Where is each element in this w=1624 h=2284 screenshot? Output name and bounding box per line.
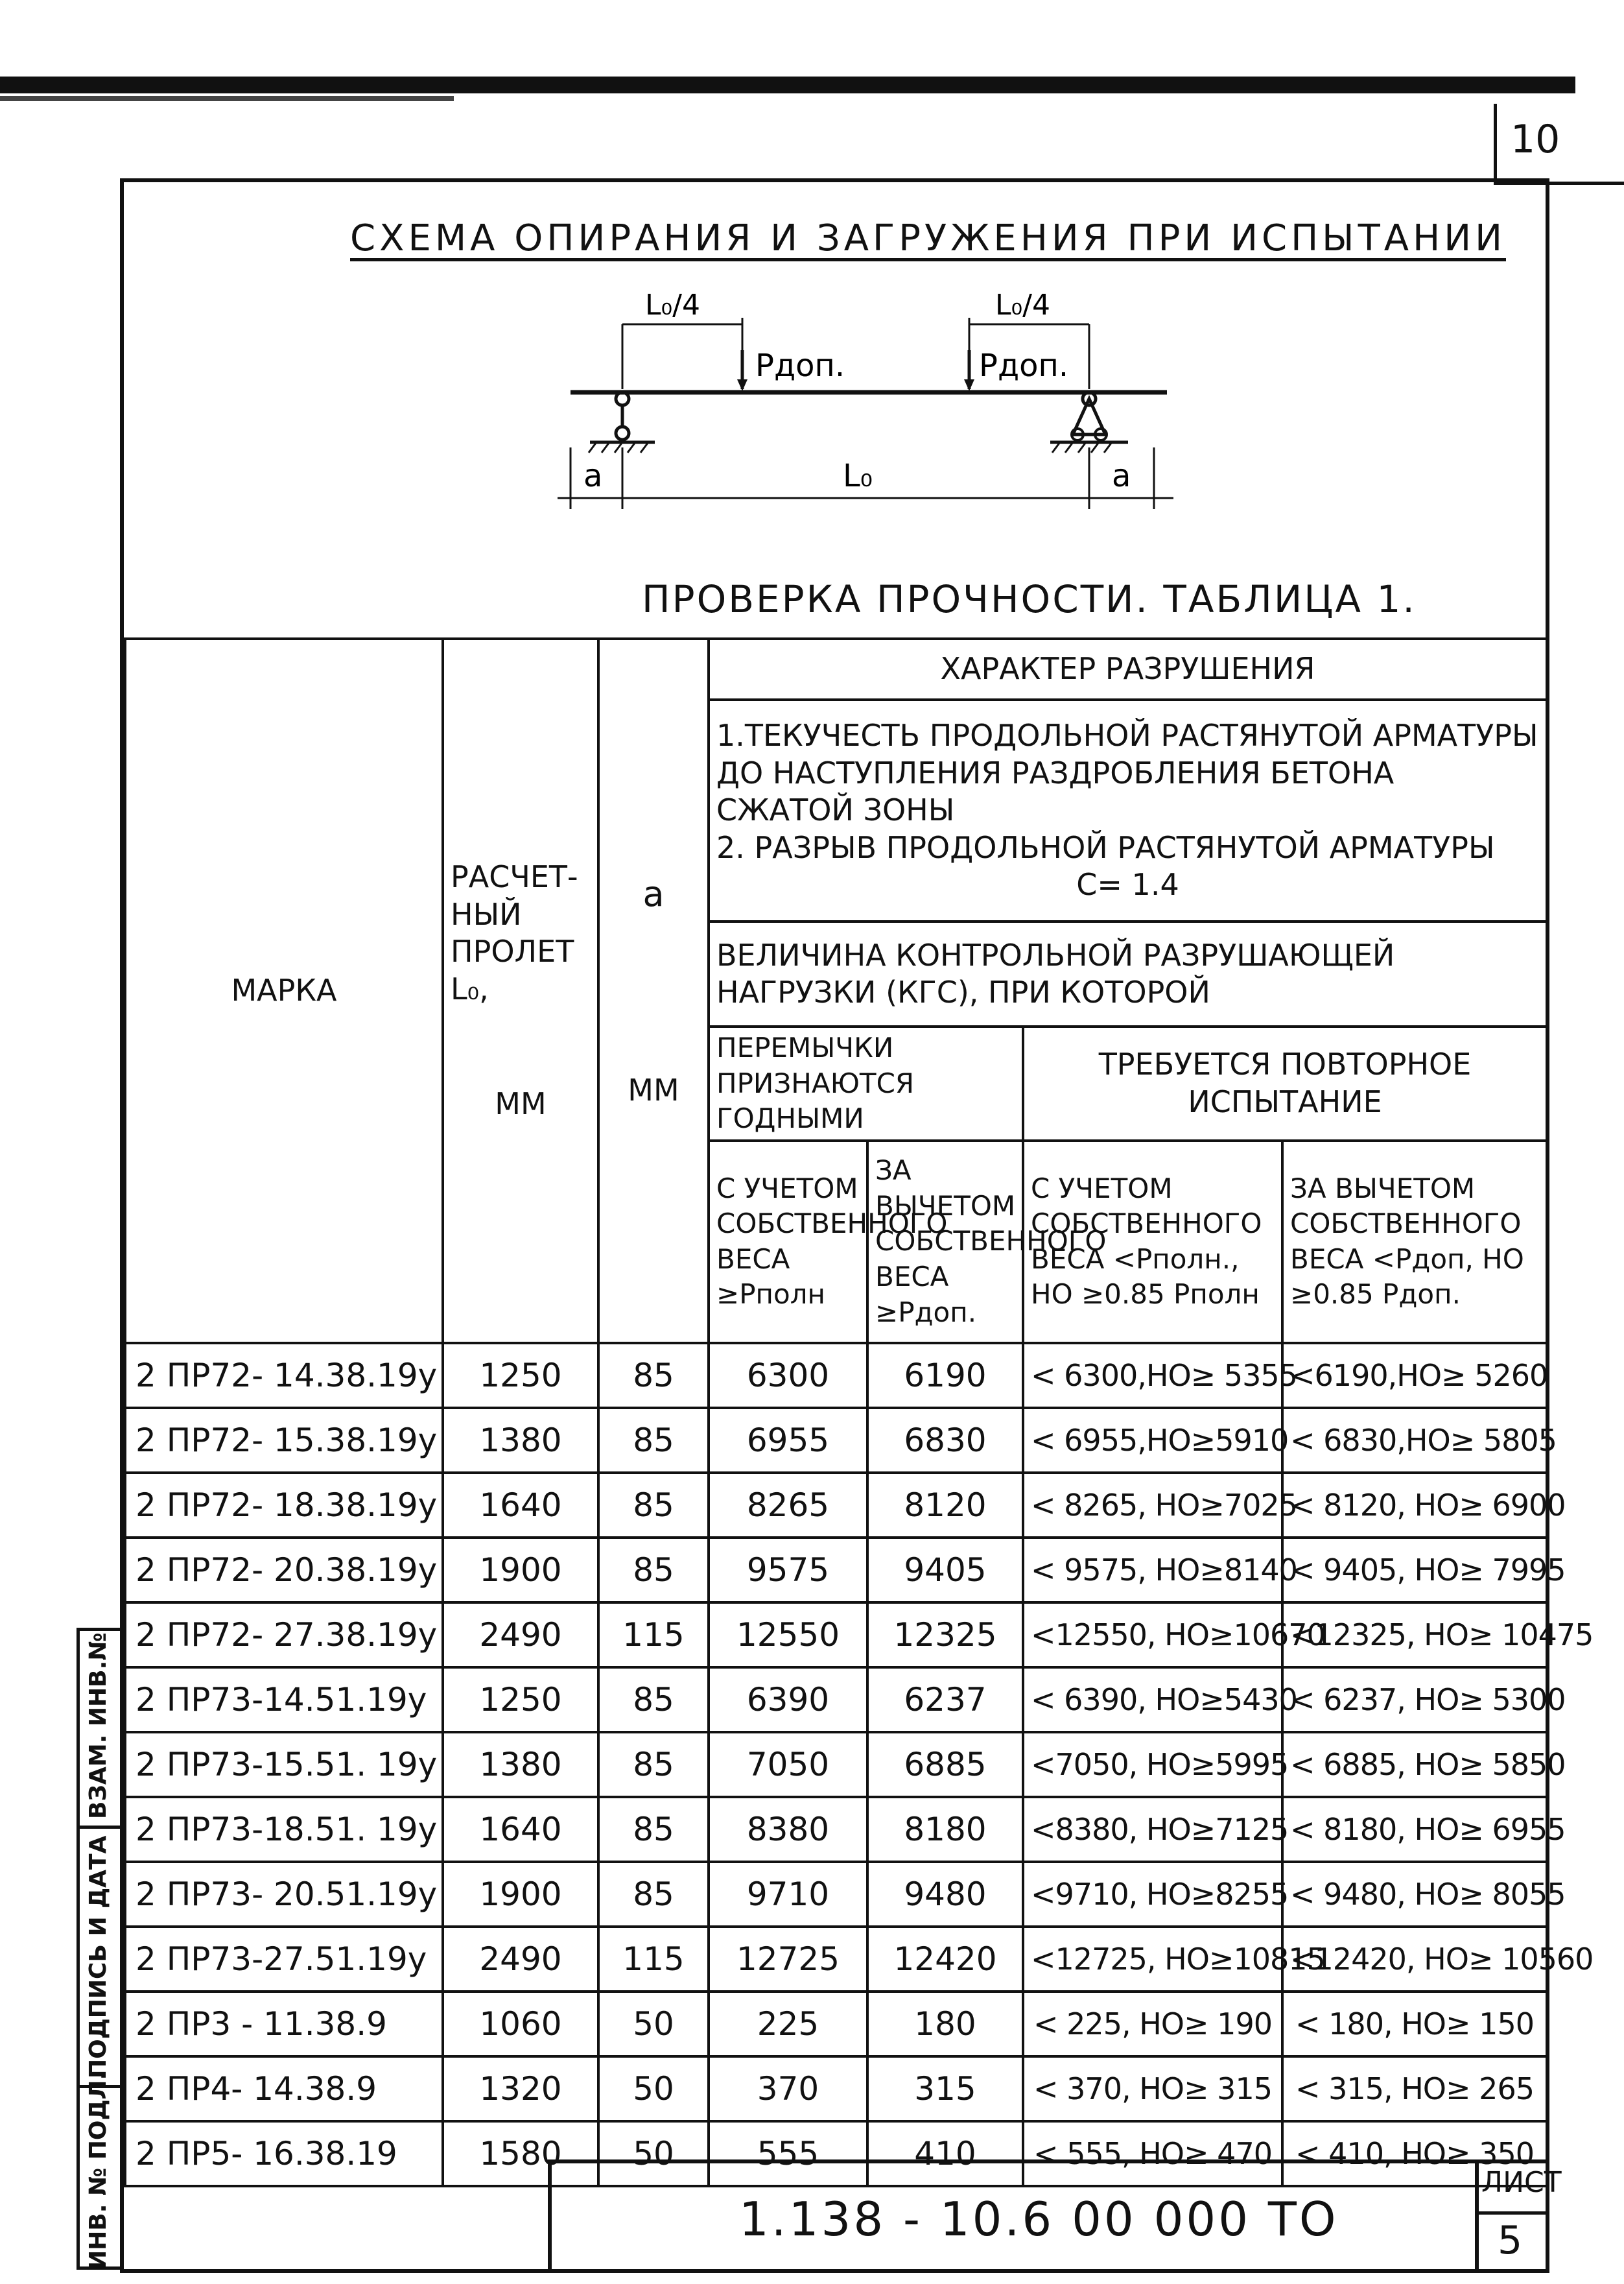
- cell-retest-with: < 555, НО≥ 470: [1023, 2121, 1282, 2186]
- cell-with: 9575: [709, 1538, 867, 1602]
- cell-without: 6830: [867, 1408, 1023, 1473]
- table-row: [125, 1473, 1547, 1538]
- cell-retest-without: < 9480, НО≥ 8055: [1282, 1862, 1547, 1927]
- cell-with: 370: [709, 2056, 867, 2121]
- support-right-label: a: [1112, 458, 1131, 494]
- cell-span: 1900: [443, 1538, 598, 1602]
- cell-retest-with: < 370, НО≥ 315: [1023, 2056, 1282, 2121]
- cell-retest-with: <9710, НО≥8255: [1023, 1862, 1282, 1927]
- cell-retest-with: < 6390, НО≥5430: [1023, 1667, 1282, 1732]
- cell-retest-without: < 8120, НО≥ 6900: [1282, 1473, 1547, 1538]
- cell-retest-without: < 315, НО≥ 265: [1282, 2056, 1547, 2121]
- cell-span: 2490: [443, 1927, 598, 1992]
- cell-span: 1250: [443, 1667, 598, 1732]
- header-a-unit: ММ: [628, 1072, 679, 1108]
- cell-a: 85: [598, 1862, 709, 1927]
- cell-with: 8380: [709, 1797, 867, 1862]
- cell-without: 6190: [867, 1343, 1023, 1408]
- dim-left-label: L₀/4: [645, 289, 700, 322]
- cell-retest-with: <12725, НО≥10815: [1023, 1927, 1282, 1992]
- cell-without: 9405: [867, 1538, 1023, 1602]
- cell-retest-without: < 6830,НО≥ 5805: [1282, 1408, 1547, 1473]
- header-span: [443, 639, 598, 1343]
- table-row: [125, 1343, 1547, 1408]
- cell-without: 180: [867, 1992, 1023, 2056]
- table-row: [125, 1797, 1547, 1862]
- table-row: [125, 2056, 1547, 2121]
- left-support: [589, 392, 655, 453]
- cell-with: 7050: [709, 1732, 867, 1797]
- cell-span: 1900: [443, 1862, 598, 1927]
- cell-span: 1320: [443, 2056, 598, 2121]
- header-a-label: a: [642, 874, 665, 915]
- cell-span: 1380: [443, 1732, 598, 1797]
- header-load: ВЕЛИЧИНА КОНТРОЛЬНОЙ РАЗРУШАЮЩЕЙ НАГРУЗКИ (КГС), ПРИ КОТОРОЙ: [709, 922, 1547, 1027]
- cell-a: 115: [598, 1927, 709, 1992]
- cell-without: 8120: [867, 1473, 1023, 1538]
- cell-retest-with: < 8265, НО≥7025: [1023, 1473, 1282, 1538]
- cell-with: 6955: [709, 1408, 867, 1473]
- table-title: ПРОВЕРКА ПРОЧНОСТИ. ТАБЛИЦА 1.: [642, 577, 1417, 621]
- table-row: [125, 1862, 1547, 1927]
- side-stamp-strip: [76, 1628, 123, 2270]
- header-mark: МАРКА: [125, 639, 443, 1343]
- cell-mark: 2 ПР73- 20.51.19у: [125, 1862, 443, 1927]
- failure-c: C= 1.4: [1076, 867, 1179, 903]
- cell-retest-with: < 9575, НО≥8140: [1023, 1538, 1282, 1602]
- cell-with: 225: [709, 1992, 867, 2056]
- table-row: [125, 1602, 1547, 1667]
- cell-without: 12325: [867, 1602, 1023, 1667]
- cell-span: 1580: [443, 2121, 598, 2186]
- sheet-box-divider: [1475, 2211, 1549, 2215]
- table-row: [125, 1667, 1547, 1732]
- loading-scheme-diagram: [532, 272, 1180, 519]
- cell-retest-with: <8380, НО≥7125: [1023, 1797, 1282, 1862]
- cell-retest-with: <12550, НО≥10670: [1023, 1602, 1282, 1667]
- cell-without: 9480: [867, 1862, 1023, 1927]
- cell-span: 1060: [443, 1992, 598, 2056]
- cell-span: 2490: [443, 1602, 598, 1667]
- cell-without: 8180: [867, 1797, 1023, 1862]
- top-border: [0, 77, 1575, 93]
- cell-mark: 2 ПР3 - 11.38.9: [125, 1992, 443, 2056]
- table-row: [125, 1732, 1547, 1797]
- cell-retest-without: < 6237, НО≥ 5300: [1282, 1667, 1547, 1732]
- cell-a: 115: [598, 1602, 709, 1667]
- header-span-label: РАСЧЕТ-НЫЙ ПРОЛЕТ L₀,: [451, 859, 578, 1006]
- failure-text-2: 2. РАЗРЫВ ПРОДОЛЬНОЙ РАСТЯНУТОЙ АРМАТУРЫ: [716, 829, 1495, 865]
- cell-mark: 2 ПР72- 15.38.19у: [125, 1408, 443, 1473]
- cell-retest-with: <7050, НО≥5995: [1023, 1732, 1282, 1797]
- cell-retest-without: < 410, НО≥ 350: [1282, 2121, 1547, 2186]
- cell-a: 85: [598, 1667, 709, 1732]
- cell-a: 85: [598, 1732, 709, 1797]
- span-label: L₀: [843, 458, 873, 494]
- cell-retest-without: <6190,НО≥ 5260: [1282, 1343, 1547, 1408]
- support-left-label: a: [583, 458, 603, 494]
- failure-text-1: 1.ТЕКУЧЕСТЬ ПРОДОЛЬНОЙ РАСТЯНУТОЙ АРМАТУРЫ ДО НАСТУПЛЕНИЯ РАЗДРОБЛЕНИЯ БЕТОНА СЖАТОЙ ЗОНЫ: [716, 718, 1538, 828]
- sheet-number: 5: [1498, 2218, 1523, 2263]
- cell-mark: 2 ПР72- 18.38.19у: [125, 1473, 443, 1538]
- cell-span: 1640: [443, 1797, 598, 1862]
- cell-a: 50: [598, 2121, 709, 2186]
- side-label-podpis: ПОДПИСЬ И ДАТА: [85, 1835, 112, 2078]
- cell-retest-without: <12325, НО≥ 10475: [1282, 1602, 1547, 1667]
- table-row: [125, 1927, 1547, 1992]
- side-label-inv: ИНВ. № ПОДЛ.: [85, 2071, 112, 2270]
- cell-retest-with: < 225, НО≥ 190: [1023, 1992, 1282, 2056]
- cell-a: 85: [598, 1538, 709, 1602]
- cell-mark: 2 ПР5- 16.38.19: [125, 2121, 443, 2186]
- header-a: [598, 639, 709, 1343]
- strength-check-table: [124, 637, 1594, 2187]
- table-row: [125, 1992, 1547, 2056]
- table-row: [125, 1538, 1547, 1602]
- header-failure: ХАРАКТЕР РАЗРУШЕНИЯ: [709, 639, 1547, 700]
- header-fit: ПЕРЕМЫЧКИ ПРИЗНАЮТСЯ ГОДНЫМИ: [709, 1027, 1023, 1141]
- header-retest: ТРЕБУЕТСЯ ПОВТОРНОЕ ИСПЫТАНИЕ: [1023, 1027, 1547, 1141]
- cell-mark: 2 ПР73-14.51.19у: [125, 1667, 443, 1732]
- cell-mark: 2 ПР72- 27.38.19у: [125, 1602, 443, 1667]
- cell-with: 6390: [709, 1667, 867, 1732]
- cell-a: 50: [598, 2056, 709, 2121]
- cell-without: 12420: [867, 1927, 1023, 1992]
- table-row: [125, 1408, 1547, 1473]
- cell-retest-without: <12420, НО≥ 10560: [1282, 1927, 1547, 1992]
- header-fit-with: С УЧЕТОМ СОБСТВЕННОГО ВЕСА ≥Pполн: [709, 1141, 867, 1343]
- sheet-label: ЛИСТ: [1481, 2166, 1562, 2199]
- cell-without: 6885: [867, 1732, 1023, 1797]
- cell-without: 6237: [867, 1667, 1023, 1732]
- load-left-label: Pдоп.: [755, 348, 845, 384]
- header-span-unit: ММ: [495, 1086, 547, 1122]
- cell-a: 85: [598, 1408, 709, 1473]
- cell-mark: 2 ПР73-27.51.19у: [125, 1927, 443, 1992]
- cell-mark: 2 ПР73-18.51. 19у: [125, 1797, 443, 1862]
- cell-with: 9710: [709, 1862, 867, 1927]
- cell-span: 1640: [443, 1473, 598, 1538]
- header-fit-without: ЗА ВЫЧЕТОМ СОБСТВЕННОГО ВЕСА ≥Pдоп.: [867, 1141, 1023, 1343]
- cell-a: 50: [598, 1992, 709, 2056]
- cell-retest-without: < 9405, НО≥ 7995: [1282, 1538, 1547, 1602]
- header-retest-with: С УЧЕТОМ СОБСТВЕННОГО ВЕСА <Pполн., НО ≥0.85 Pполн: [1023, 1141, 1282, 1343]
- cell-a: 85: [598, 1473, 709, 1538]
- dim-right-label: L₀/4: [995, 289, 1050, 322]
- load-right-label: Pдоп.: [979, 348, 1069, 384]
- cell-mark: 2 ПР72- 20.38.19у: [125, 1538, 443, 1602]
- header-retest-without: ЗА ВЫЧЕТОМ СОБСТВЕННОГО ВЕСА <Pдоп, НО ≥0.85 Pдоп.: [1282, 1141, 1547, 1343]
- cell-a: 85: [598, 1343, 709, 1408]
- top-border-shadow: [0, 96, 454, 101]
- cell-mark: 2 ПР72- 14.38.19у: [125, 1343, 443, 1408]
- cell-with: 8265: [709, 1473, 867, 1538]
- cell-with: 6300: [709, 1343, 867, 1408]
- cell-retest-without: < 6885, НО≥ 5850: [1282, 1732, 1547, 1797]
- cell-span: 1380: [443, 1408, 598, 1473]
- scheme-title: СХЕМА ОПИРАНИЯ И ЗАГРУЖЕНИЯ ПРИ ИСПЫТАНИИ: [350, 217, 1506, 259]
- cell-retest-without: < 8180, НО≥ 6955: [1282, 1797, 1547, 1862]
- cell-with: 555: [709, 2121, 867, 2186]
- cell-with: 12725: [709, 1927, 867, 1992]
- cell-without: 315: [867, 2056, 1023, 2121]
- cell-retest-without: < 180, НО≥ 150: [1282, 1992, 1547, 2056]
- cell-span: 1250: [443, 1343, 598, 1408]
- cell-without: 410: [867, 2121, 1023, 2186]
- cell-mark: 2 ПР4- 14.38.9: [125, 2056, 443, 2121]
- cell-with: 12550: [709, 1602, 867, 1667]
- right-support: [1050, 392, 1128, 453]
- cell-retest-with: < 6955,НО≥5910: [1023, 1408, 1282, 1473]
- failure-description: [709, 700, 1547, 922]
- page-number: 10: [1511, 117, 1560, 162]
- cell-retest-with: < 6300,НО≥ 5355: [1023, 1343, 1282, 1408]
- cell-mark: 2 ПР73-15.51. 19у: [125, 1732, 443, 1797]
- document-code: 1.138 - 10.6 00 000 ТО: [739, 2192, 1339, 2246]
- side-label-vzam: ВЗАМ. ИНВ.№: [85, 1632, 112, 1819]
- cell-a: 85: [598, 1797, 709, 1862]
